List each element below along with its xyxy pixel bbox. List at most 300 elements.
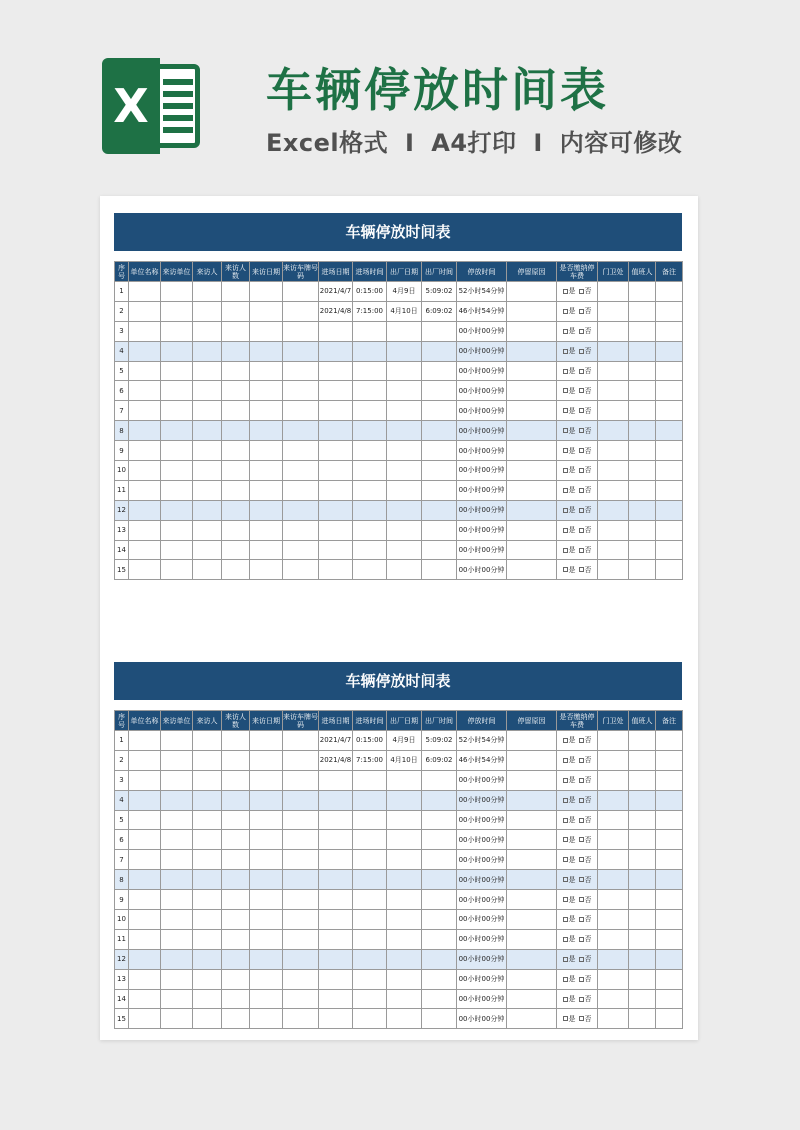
cell-unit-name[interactable] — [129, 401, 161, 421]
cell-duration[interactable]: 00小时00分钟 — [457, 480, 507, 500]
cell-no[interactable]: 14 — [115, 540, 129, 560]
cell-visit-date[interactable] — [250, 540, 283, 560]
cell-reason[interactable] — [507, 830, 557, 850]
cell-remark[interactable] — [656, 421, 683, 441]
checkbox-yes[interactable] — [563, 349, 568, 354]
cell-duration[interactable]: 00小时00分钟 — [457, 929, 507, 949]
cell-enter-date[interactable] — [319, 560, 353, 580]
cell-no[interactable]: 1 — [115, 731, 129, 751]
cell-unit-name[interactable] — [129, 421, 161, 441]
cell-unit-name[interactable] — [129, 1009, 161, 1029]
cell-gatehouse[interactable] — [598, 910, 629, 930]
cell-plate-number[interactable] — [283, 910, 319, 930]
cell-on-duty[interactable] — [629, 441, 656, 461]
cell-visit-unit[interactable] — [161, 441, 193, 461]
cell-reason[interactable] — [507, 770, 557, 790]
cell-visit-unit[interactable] — [161, 381, 193, 401]
cell-exit-date[interactable] — [387, 1009, 422, 1029]
cell-on-duty[interactable] — [629, 500, 656, 520]
cell-duration[interactable]: 00小时00分钟 — [457, 520, 507, 540]
cell-remark[interactable] — [656, 301, 683, 321]
cell-visit-date[interactable] — [250, 890, 283, 910]
cell-enter-time[interactable]: 7:15:00 — [353, 301, 387, 321]
cell-fee-paid[interactable] — [557, 341, 598, 361]
cell-on-duty[interactable] — [629, 731, 656, 751]
cell-visit-unit[interactable] — [161, 461, 193, 481]
cell-remark[interactable] — [656, 341, 683, 361]
checkbox-yes[interactable] — [563, 488, 568, 493]
cell-reason[interactable] — [507, 969, 557, 989]
cell-unit-name[interactable] — [129, 750, 161, 770]
cell-no[interactable]: 11 — [115, 480, 129, 500]
cell-visit-date[interactable] — [250, 790, 283, 810]
cell-visitor[interactable] — [193, 520, 222, 540]
cell-unit-name[interactable] — [129, 850, 161, 870]
cell-exit-time[interactable] — [422, 560, 457, 580]
cell-on-duty[interactable] — [629, 949, 656, 969]
cell-visitor-count[interactable] — [222, 282, 250, 302]
cell-enter-time[interactable] — [353, 361, 387, 381]
cell-exit-time[interactable] — [422, 441, 457, 461]
cell-fee-paid[interactable] — [557, 381, 598, 401]
cell-exit-time[interactable] — [422, 910, 457, 930]
cell-enter-date[interactable] — [319, 989, 353, 1009]
checkbox-yes[interactable] — [563, 448, 568, 453]
checkbox-yes[interactable] — [563, 388, 568, 393]
cell-enter-time[interactable]: 0:15:00 — [353, 282, 387, 302]
cell-fee-paid[interactable] — [557, 282, 598, 302]
cell-exit-date[interactable] — [387, 890, 422, 910]
cell-exit-time[interactable] — [422, 949, 457, 969]
checkbox-no[interactable] — [579, 857, 584, 862]
cell-visitor[interactable] — [193, 850, 222, 870]
cell-gatehouse[interactable] — [598, 1009, 629, 1029]
cell-visit-unit[interactable] — [161, 870, 193, 890]
cell-exit-time[interactable] — [422, 850, 457, 870]
cell-on-duty[interactable] — [629, 520, 656, 540]
cell-enter-date[interactable]: 2021/4/7 — [319, 731, 353, 751]
cell-reason[interactable] — [507, 870, 557, 890]
cell-enter-date[interactable] — [319, 810, 353, 830]
cell-visitor[interactable] — [193, 560, 222, 580]
cell-exit-date[interactable] — [387, 830, 422, 850]
cell-gatehouse[interactable] — [598, 401, 629, 421]
cell-exit-time[interactable] — [422, 929, 457, 949]
cell-exit-date[interactable] — [387, 421, 422, 441]
cell-visit-date[interactable] — [250, 969, 283, 989]
cell-enter-date[interactable] — [319, 381, 353, 401]
cell-visit-unit[interactable] — [161, 560, 193, 580]
cell-visit-unit[interactable] — [161, 301, 193, 321]
cell-reason[interactable] — [507, 341, 557, 361]
cell-on-duty[interactable] — [629, 560, 656, 580]
cell-fee-paid[interactable] — [557, 441, 598, 461]
checkbox-yes[interactable] — [563, 468, 568, 473]
checkbox-no[interactable] — [579, 528, 584, 533]
cell-visit-unit[interactable] — [161, 929, 193, 949]
cell-duration[interactable]: 00小时00分钟 — [457, 401, 507, 421]
cell-gatehouse[interactable] — [598, 929, 629, 949]
cell-enter-time[interactable] — [353, 520, 387, 540]
cell-remark[interactable] — [656, 870, 683, 890]
cell-gatehouse[interactable] — [598, 321, 629, 341]
cell-fee-paid[interactable] — [557, 520, 598, 540]
cell-visitor[interactable] — [193, 870, 222, 890]
cell-visitor[interactable] — [193, 810, 222, 830]
cell-duration[interactable]: 00小时00分钟 — [457, 1009, 507, 1029]
cell-exit-time[interactable] — [422, 969, 457, 989]
cell-exit-date[interactable] — [387, 500, 422, 520]
cell-enter-date[interactable] — [319, 480, 353, 500]
checkbox-yes[interactable] — [563, 408, 568, 413]
cell-visitor[interactable] — [193, 890, 222, 910]
cell-visitor-count[interactable] — [222, 461, 250, 481]
cell-reason[interactable] — [507, 989, 557, 1009]
cell-visit-date[interactable] — [250, 810, 283, 830]
checkbox-yes[interactable] — [563, 369, 568, 374]
cell-on-duty[interactable] — [629, 301, 656, 321]
cell-enter-time[interactable] — [353, 810, 387, 830]
cell-enter-date[interactable] — [319, 830, 353, 850]
cell-enter-time[interactable] — [353, 540, 387, 560]
cell-exit-time[interactable]: 6:09:02 — [422, 301, 457, 321]
checkbox-yes[interactable] — [563, 977, 568, 982]
cell-gatehouse[interactable] — [598, 850, 629, 870]
cell-no[interactable]: 7 — [115, 850, 129, 870]
cell-visit-unit[interactable] — [161, 282, 193, 302]
checkbox-yes[interactable] — [563, 997, 568, 1002]
cell-plate-number[interactable] — [283, 850, 319, 870]
cell-reason[interactable] — [507, 461, 557, 481]
cell-remark[interactable] — [656, 560, 683, 580]
cell-fee-paid[interactable] — [557, 500, 598, 520]
cell-visit-unit[interactable] — [161, 341, 193, 361]
cell-duration[interactable]: 00小时00分钟 — [457, 969, 507, 989]
cell-visit-date[interactable] — [250, 910, 283, 930]
cell-gatehouse[interactable] — [598, 441, 629, 461]
checkbox-no[interactable] — [579, 897, 584, 902]
cell-plate-number[interactable] — [283, 731, 319, 751]
cell-visit-unit[interactable] — [161, 750, 193, 770]
cell-visitor-count[interactable] — [222, 770, 250, 790]
cell-reason[interactable] — [507, 731, 557, 751]
cell-visit-date[interactable] — [250, 560, 283, 580]
cell-on-duty[interactable] — [629, 361, 656, 381]
cell-reason[interactable] — [507, 910, 557, 930]
checkbox-no[interactable] — [579, 798, 584, 803]
cell-visitor[interactable] — [193, 461, 222, 481]
cell-gatehouse[interactable] — [598, 949, 629, 969]
checkbox-no[interactable] — [579, 508, 584, 513]
cell-visitor-count[interactable] — [222, 441, 250, 461]
cell-gatehouse[interactable] — [598, 282, 629, 302]
checkbox-yes[interactable] — [563, 937, 568, 942]
cell-on-duty[interactable] — [629, 910, 656, 930]
cell-enter-time[interactable]: 7:15:00 — [353, 750, 387, 770]
cell-duration[interactable]: 00小时00分钟 — [457, 540, 507, 560]
cell-duration[interactable]: 00小时00分钟 — [457, 321, 507, 341]
cell-visit-date[interactable] — [250, 421, 283, 441]
cell-no[interactable]: 5 — [115, 810, 129, 830]
cell-visitor-count[interactable] — [222, 890, 250, 910]
cell-fee-paid[interactable] — [557, 401, 598, 421]
cell-reason[interactable] — [507, 282, 557, 302]
cell-visit-unit[interactable] — [161, 790, 193, 810]
cell-visit-date[interactable] — [250, 770, 283, 790]
cell-remark[interactable] — [656, 461, 683, 481]
cell-enter-date[interactable]: 2021/4/8 — [319, 301, 353, 321]
cell-fee-paid[interactable] — [557, 461, 598, 481]
cell-visitor-count[interactable] — [222, 560, 250, 580]
checkbox-no[interactable] — [579, 349, 584, 354]
cell-plate-number[interactable] — [283, 989, 319, 1009]
cell-unit-name[interactable] — [129, 929, 161, 949]
cell-on-duty[interactable] — [629, 321, 656, 341]
cell-visitor[interactable] — [193, 949, 222, 969]
cell-fee-paid[interactable] — [557, 421, 598, 441]
cell-plate-number[interactable] — [283, 441, 319, 461]
cell-visitor-count[interactable] — [222, 750, 250, 770]
cell-duration[interactable]: 46小时54分钟 — [457, 301, 507, 321]
cell-enter-time[interactable] — [353, 870, 387, 890]
cell-reason[interactable] — [507, 540, 557, 560]
cell-visitor[interactable] — [193, 301, 222, 321]
cell-remark[interactable] — [656, 910, 683, 930]
cell-exit-date[interactable] — [387, 870, 422, 890]
cell-exit-date[interactable] — [387, 520, 422, 540]
cell-visit-date[interactable] — [250, 282, 283, 302]
cell-enter-date[interactable] — [319, 421, 353, 441]
cell-exit-time[interactable] — [422, 870, 457, 890]
cell-visitor-count[interactable] — [222, 1009, 250, 1029]
cell-duration[interactable]: 00小时00分钟 — [457, 560, 507, 580]
cell-fee-paid[interactable] — [557, 770, 598, 790]
cell-unit-name[interactable] — [129, 480, 161, 500]
cell-visitor[interactable] — [193, 441, 222, 461]
cell-no[interactable]: 6 — [115, 830, 129, 850]
checkbox-no[interactable] — [579, 448, 584, 453]
cell-visit-date[interactable] — [250, 321, 283, 341]
cell-no[interactable]: 5 — [115, 361, 129, 381]
cell-visitor-count[interactable] — [222, 361, 250, 381]
cell-remark[interactable] — [656, 770, 683, 790]
cell-unit-name[interactable] — [129, 560, 161, 580]
cell-visit-unit[interactable] — [161, 520, 193, 540]
cell-on-duty[interactable] — [629, 750, 656, 770]
cell-enter-date[interactable] — [319, 969, 353, 989]
cell-plate-number[interactable] — [283, 949, 319, 969]
checkbox-no[interactable] — [579, 917, 584, 922]
cell-gatehouse[interactable] — [598, 790, 629, 810]
cell-visitor-count[interactable] — [222, 850, 250, 870]
cell-duration[interactable]: 00小时00分钟 — [457, 361, 507, 381]
cell-no[interactable]: 13 — [115, 520, 129, 540]
cell-exit-date[interactable] — [387, 381, 422, 401]
cell-plate-number[interactable] — [283, 560, 319, 580]
checkbox-no[interactable] — [579, 548, 584, 553]
checkbox-no[interactable] — [579, 408, 584, 413]
checkbox-no[interactable] — [579, 937, 584, 942]
cell-duration[interactable]: 52小时54分钟 — [457, 282, 507, 302]
cell-exit-date[interactable] — [387, 461, 422, 481]
cell-unit-name[interactable] — [129, 810, 161, 830]
cell-unit-name[interactable] — [129, 790, 161, 810]
cell-exit-date[interactable]: 4月9日 — [387, 731, 422, 751]
cell-fee-paid[interactable] — [557, 890, 598, 910]
cell-plate-number[interactable] — [283, 461, 319, 481]
cell-no[interactable]: 14 — [115, 989, 129, 1009]
cell-gatehouse[interactable] — [598, 750, 629, 770]
cell-gatehouse[interactable] — [598, 461, 629, 481]
cell-fee-paid[interactable] — [557, 929, 598, 949]
checkbox-no[interactable] — [579, 388, 584, 393]
cell-exit-date[interactable]: 4月10日 — [387, 301, 422, 321]
cell-exit-time[interactable] — [422, 790, 457, 810]
cell-plate-number[interactable] — [283, 770, 319, 790]
cell-exit-date[interactable] — [387, 850, 422, 870]
cell-visitor-count[interactable] — [222, 421, 250, 441]
cell-remark[interactable] — [656, 1009, 683, 1029]
cell-visit-unit[interactable] — [161, 480, 193, 500]
cell-visitor-count[interactable] — [222, 989, 250, 1009]
cell-duration[interactable]: 00小时00分钟 — [457, 830, 507, 850]
cell-gatehouse[interactable] — [598, 520, 629, 540]
checkbox-no[interactable] — [579, 738, 584, 743]
cell-no[interactable]: 9 — [115, 890, 129, 910]
cell-exit-time[interactable] — [422, 421, 457, 441]
cell-visitor[interactable] — [193, 929, 222, 949]
cell-gatehouse[interactable] — [598, 540, 629, 560]
cell-duration[interactable]: 00小时00分钟 — [457, 381, 507, 401]
cell-on-duty[interactable] — [629, 810, 656, 830]
cell-reason[interactable] — [507, 790, 557, 810]
cell-unit-name[interactable] — [129, 361, 161, 381]
cell-remark[interactable] — [656, 750, 683, 770]
cell-enter-time[interactable] — [353, 989, 387, 1009]
cell-visitor[interactable] — [193, 282, 222, 302]
cell-on-duty[interactable] — [629, 480, 656, 500]
checkbox-no[interactable] — [579, 977, 584, 982]
cell-duration[interactable]: 00小时00分钟 — [457, 441, 507, 461]
cell-remark[interactable] — [656, 480, 683, 500]
cell-exit-date[interactable] — [387, 929, 422, 949]
cell-fee-paid[interactable] — [557, 361, 598, 381]
cell-on-duty[interactable] — [629, 341, 656, 361]
cell-duration[interactable]: 00小时00分钟 — [457, 989, 507, 1009]
cell-visit-unit[interactable] — [161, 421, 193, 441]
cell-no[interactable]: 6 — [115, 381, 129, 401]
cell-no[interactable]: 12 — [115, 949, 129, 969]
cell-reason[interactable] — [507, 421, 557, 441]
cell-duration[interactable]: 00小时00分钟 — [457, 870, 507, 890]
cell-enter-time[interactable] — [353, 341, 387, 361]
cell-visitor-count[interactable] — [222, 949, 250, 969]
cell-no[interactable]: 1 — [115, 282, 129, 302]
cell-plate-number[interactable] — [283, 341, 319, 361]
checkbox-yes[interactable] — [563, 289, 568, 294]
cell-visit-unit[interactable] — [161, 731, 193, 751]
cell-exit-date[interactable]: 4月10日 — [387, 750, 422, 770]
cell-exit-time[interactable] — [422, 520, 457, 540]
cell-duration[interactable]: 00小时00分钟 — [457, 500, 507, 520]
cell-visitor-count[interactable] — [222, 790, 250, 810]
cell-remark[interactable] — [656, 321, 683, 341]
cell-visit-date[interactable] — [250, 750, 283, 770]
cell-exit-date[interactable] — [387, 560, 422, 580]
cell-fee-paid[interactable] — [557, 560, 598, 580]
checkbox-no[interactable] — [579, 818, 584, 823]
cell-visit-unit[interactable] — [161, 401, 193, 421]
cell-duration[interactable]: 00小时00分钟 — [457, 910, 507, 930]
checkbox-yes[interactable] — [563, 798, 568, 803]
cell-visit-unit[interactable] — [161, 810, 193, 830]
cell-visit-unit[interactable] — [161, 989, 193, 1009]
cell-fee-paid[interactable] — [557, 910, 598, 930]
cell-visit-date[interactable] — [250, 731, 283, 751]
cell-gatehouse[interactable] — [598, 341, 629, 361]
cell-exit-time[interactable]: 6:09:02 — [422, 750, 457, 770]
cell-fee-paid[interactable] — [557, 731, 598, 751]
cell-exit-date[interactable] — [387, 341, 422, 361]
cell-visitor[interactable] — [193, 1009, 222, 1029]
cell-unit-name[interactable] — [129, 770, 161, 790]
cell-on-duty[interactable] — [629, 989, 656, 1009]
cell-gatehouse[interactable] — [598, 969, 629, 989]
cell-enter-time[interactable] — [353, 929, 387, 949]
cell-enter-date[interactable] — [319, 520, 353, 540]
cell-visit-unit[interactable] — [161, 321, 193, 341]
cell-enter-date[interactable] — [319, 441, 353, 461]
cell-no[interactable]: 8 — [115, 421, 129, 441]
cell-enter-date[interactable] — [319, 790, 353, 810]
cell-no[interactable]: 4 — [115, 790, 129, 810]
cell-reason[interactable] — [507, 750, 557, 770]
cell-exit-time[interactable] — [422, 461, 457, 481]
cell-no[interactable]: 7 — [115, 401, 129, 421]
cell-exit-date[interactable] — [387, 770, 422, 790]
cell-plate-number[interactable] — [283, 540, 319, 560]
cell-visit-unit[interactable] — [161, 890, 193, 910]
checkbox-yes[interactable] — [563, 528, 568, 533]
cell-visit-unit[interactable] — [161, 850, 193, 870]
cell-gatehouse[interactable] — [598, 731, 629, 751]
cell-no[interactable]: 3 — [115, 770, 129, 790]
cell-enter-date[interactable] — [319, 949, 353, 969]
cell-plate-number[interactable] — [283, 500, 319, 520]
cell-fee-paid[interactable] — [557, 810, 598, 830]
cell-on-duty[interactable] — [629, 890, 656, 910]
cell-remark[interactable] — [656, 731, 683, 751]
cell-reason[interactable] — [507, 890, 557, 910]
cell-gatehouse[interactable] — [598, 480, 629, 500]
cell-plate-number[interactable] — [283, 969, 319, 989]
checkbox-no[interactable] — [579, 369, 584, 374]
cell-visit-date[interactable] — [250, 361, 283, 381]
cell-enter-date[interactable] — [319, 540, 353, 560]
cell-exit-date[interactable] — [387, 949, 422, 969]
cell-no[interactable]: 12 — [115, 500, 129, 520]
cell-plate-number[interactable] — [283, 830, 319, 850]
cell-remark[interactable] — [656, 540, 683, 560]
cell-visitor[interactable] — [193, 381, 222, 401]
cell-fee-paid[interactable] — [557, 321, 598, 341]
cell-unit-name[interactable] — [129, 731, 161, 751]
cell-remark[interactable] — [656, 500, 683, 520]
checkbox-yes[interactable] — [563, 428, 568, 433]
cell-duration[interactable]: 00小时00分钟 — [457, 810, 507, 830]
cell-exit-date[interactable] — [387, 540, 422, 560]
cell-exit-date[interactable] — [387, 790, 422, 810]
